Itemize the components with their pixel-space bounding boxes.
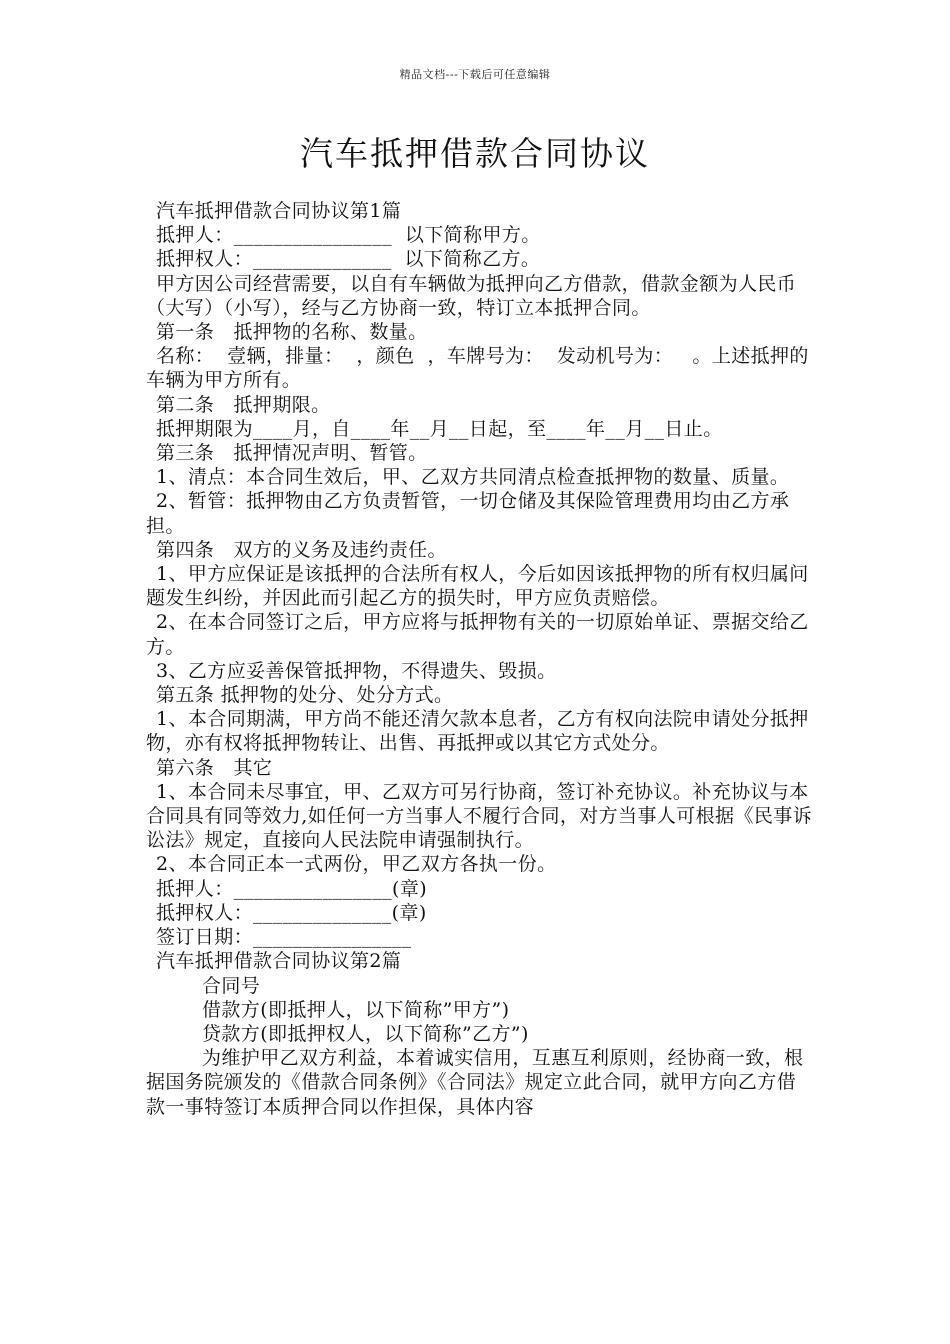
paragraph: 1、甲方应保证是该抵押的合法所有权人，今后如因该抵押物的所有权归属问题发生纠纷，并因此而引起乙方的损失时，甲方应负责赔偿。 — [146, 563, 809, 610]
paragraph: 1、本合同未尽事宜，甲、乙双方可另行协商，签订补充协议。补充协议与本合同具有同等效力,如任何一方当事人不履行合同，对方当事人可根据《民事诉讼法》规定，直接向人民法院申请强制执行。 — [146, 780, 813, 852]
paragraph: 3、乙方应妥善保管抵押物，不得遗失、毁损。 — [156, 659, 557, 682]
paragraph: 第四条 双方的义务及违约责任。 — [156, 538, 447, 561]
paragraph: 签订日期：________________ — [156, 926, 412, 949]
paragraph: 抵押人：________________(章) — [156, 877, 428, 900]
paragraph: 汽车抵押借款合同协议第2篇 — [156, 950, 402, 973]
paragraph: 第二条 抵押期限。 — [156, 393, 331, 416]
paragraph: 汽车抵押借款合同协议第1篇 — [156, 200, 402, 222]
paragraph: 贷款方(即抵押权人，以下简称”乙方”) — [202, 1022, 529, 1045]
paragraph: 抵押权人：______________ 以下简称乙方。 — [156, 248, 541, 271]
paragraph: 1、清点：本合同生效后，甲、乙双方共同清点检查抵押物的数量、质量。 — [156, 466, 790, 489]
paragraph: 为维护甲乙双方利益，本着诚实信用，互惠互利原则，经协商一致，根据国务院颁发的《借款合同条例》《合同法》规定立此合同，就甲方向乙方借款一事特签订本质押合同以作担保，具体内容 — [146, 1047, 804, 1118]
paragraph: 2、在本合同签订之后，甲方应将与抵押物有关的一切原始单证、票据交给乙方。 — [146, 611, 809, 658]
paragraph: 抵押人：________________ 以下简称甲方。 — [156, 224, 541, 247]
paragraph: 第一条 抵押物的名称、数量。 — [156, 321, 428, 344]
paragraph: 借款方(即抵押人，以下简称”甲方”) — [202, 998, 510, 1021]
paragraph: 名称： 壹辆，排量： ，颜色 ，车牌号为： 发动机号为： 。上述抵押的车辆为甲方所有。 — [146, 345, 809, 392]
paragraph: 合同号 — [202, 974, 261, 997]
paragraph: 第六条 其它 — [156, 756, 273, 779]
paragraph: 甲方因公司经营需要，以自有车辆做为抵押向乙方借款，借款金额为人民币（大写）（小写），经与乙方协商一致，特订立本抵押合同。 — [146, 272, 797, 319]
paragraph: 1、本合同期满，甲方尚不能还清欠款本息者，乙方有权向法院申请处分抵押物，亦有权将抵押物转让、出售、再抵押或以其它方式处分。 — [146, 708, 809, 755]
paragraph: 2、本合同正本一式两份，甲乙双方各执一份。 — [156, 853, 557, 876]
page-header-note: 精品文档---下载后可任意编辑 — [399, 68, 551, 81]
document-title: 汽车抵押借款合同协议 — [300, 134, 650, 173]
paragraph: 2、暂管：抵押物由乙方负责暂管，一切仓储及其保险管理费用均由乙方承担。 — [146, 490, 790, 537]
paragraph: 抵押期限为____月，自____年__月__日起，至____年__月__日止。 — [156, 417, 723, 440]
paragraph: 抵押权人：______________(章) — [156, 901, 427, 924]
document-body — [146, 199, 814, 1119]
paragraph: 第三条 抵押情况声明、暂管。 — [156, 442, 428, 465]
paragraph: 第五条 抵押物的处分、处分方式。 — [156, 684, 454, 707]
